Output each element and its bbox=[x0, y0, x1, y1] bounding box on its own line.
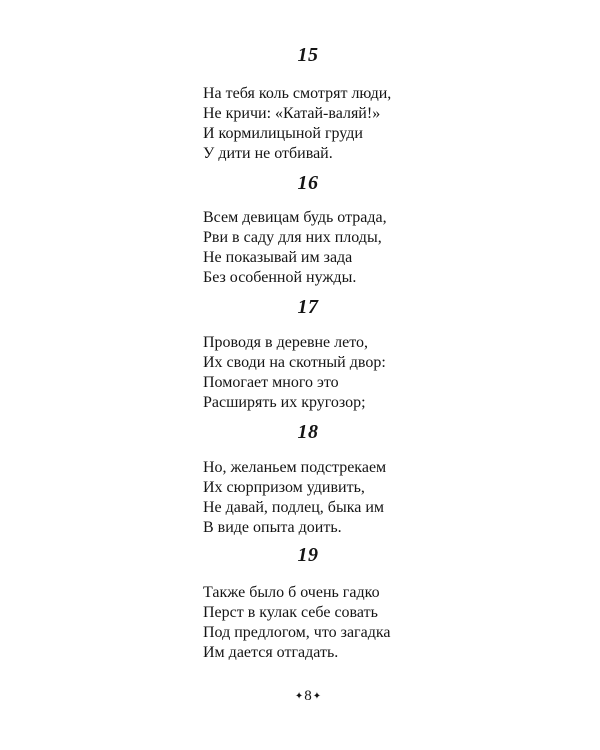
stanza-number: 17 bbox=[297, 296, 319, 318]
verse-line: У дити не отбивай. bbox=[203, 145, 333, 162]
stanza-15 bbox=[203, 84, 503, 164]
verse-line: Их своди на скотный двор: bbox=[203, 354, 386, 371]
verse-line: Рви в саду для них плоды, bbox=[203, 229, 382, 246]
ornament-right-icon: ✦ bbox=[312, 691, 322, 702]
stanza-17 bbox=[203, 333, 503, 413]
stanza-number: 16 bbox=[297, 172, 319, 194]
ornament-left-icon: ✦ bbox=[294, 691, 304, 702]
verse-line: Под предлогом, что загадка bbox=[203, 624, 391, 641]
verse-line: Проводя в деревне лето, bbox=[203, 334, 369, 351]
stanza-number: 18 bbox=[297, 421, 319, 443]
verse-line: Им дается отгадать. bbox=[203, 644, 339, 661]
stanza-16 bbox=[203, 208, 503, 288]
verse-line: На тебя коль смотрят люди, bbox=[203, 85, 392, 102]
verse-line: Без особенной нужды. bbox=[203, 269, 357, 286]
stanza-number: 19 bbox=[297, 544, 319, 566]
page-number-value: 8 bbox=[304, 688, 312, 704]
verse-line: Помогает много это bbox=[203, 374, 339, 391]
verse-line: Также было б очень гадко bbox=[203, 584, 380, 601]
verse-line: Не показывай им зада bbox=[203, 249, 353, 266]
verse-line: В виде опыта доить. bbox=[203, 519, 342, 536]
stanza-19 bbox=[203, 583, 503, 663]
stanza-number: 15 bbox=[297, 44, 319, 66]
verse-line: Их сюрпризом удивить, bbox=[203, 479, 365, 496]
verse-line: И кормилицыной груди bbox=[203, 125, 363, 142]
page-number bbox=[258, 687, 358, 706]
verse-line: Не кричи: «Катай-валяй!» bbox=[203, 105, 381, 122]
verse-line: Всем девицам будь отрада, bbox=[203, 209, 387, 226]
verse-line: Но, желаньем подстрекаем bbox=[203, 459, 387, 476]
stanza-18 bbox=[203, 458, 503, 538]
verse-line: Перст в кулак себе совать bbox=[203, 604, 378, 621]
verse-line: Не давай, подлец, быка им bbox=[203, 499, 385, 516]
verse-line: Расширять их кругозор; bbox=[203, 394, 366, 411]
